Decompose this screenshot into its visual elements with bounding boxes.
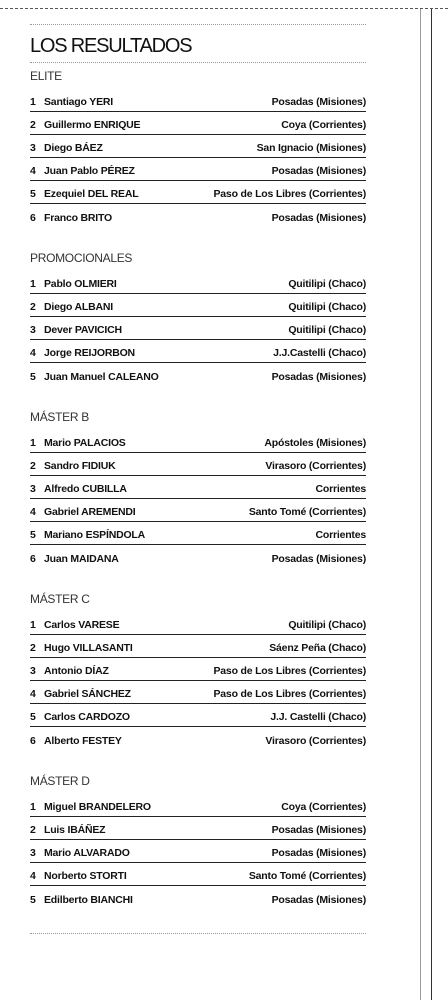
athlete-place: Corrientes	[315, 483, 366, 495]
result-row	[30, 545, 366, 568]
result-left	[30, 847, 130, 859]
result-row	[30, 363, 366, 386]
result-left	[30, 460, 116, 472]
result-position: 3	[30, 483, 36, 495]
athlete-name: Alberto FESTEY	[44, 735, 122, 747]
result-row	[30, 817, 366, 840]
result-left	[30, 371, 159, 383]
result-row	[30, 89, 366, 112]
result-row	[30, 317, 366, 340]
result-left	[30, 665, 109, 677]
result-position: 4	[30, 347, 36, 359]
athlete-name: Juan MAIDANA	[44, 553, 119, 565]
athlete-name: Miguel BRANDELERO	[44, 801, 151, 813]
result-row	[30, 704, 366, 727]
athlete-name: Franco BRITO	[44, 212, 112, 224]
top-dotted-rule	[30, 24, 366, 25]
athlete-name: Guillermo ENRIQUE	[44, 119, 141, 131]
result-position: 3	[30, 142, 36, 154]
result-left	[30, 688, 131, 700]
athlete-place: Coya (Corrientes)	[281, 119, 366, 131]
result-row	[30, 340, 366, 363]
result-position: 4	[30, 165, 36, 177]
result-position: 4	[30, 688, 36, 700]
athlete-name: Carlos VARESE	[44, 619, 120, 631]
result-position: 2	[30, 119, 36, 131]
result-position: 3	[30, 324, 36, 336]
athlete-place: Posadas (Misiones)	[271, 96, 366, 108]
athlete-place: Posadas (Misiones)	[271, 212, 366, 224]
result-position: 2	[30, 824, 36, 836]
result-row	[30, 204, 366, 227]
section-heading: PROMOCIONALES	[30, 251, 133, 265]
result-left	[30, 437, 126, 449]
title-dotted-rule	[30, 62, 366, 63]
athlete-name: Jorge REIJORBON	[44, 347, 135, 359]
athlete-name: Juan Manuel CALEANO	[44, 371, 159, 383]
result-position: 1	[30, 437, 36, 449]
athlete-name: Juan Pablo PÉREZ	[44, 165, 135, 177]
result-row	[30, 635, 366, 658]
athlete-name: Gabriel AREMENDI	[44, 506, 136, 518]
result-position: 4	[30, 506, 36, 518]
result-row	[30, 476, 366, 499]
athlete-name: Diego BÁEZ	[44, 142, 103, 154]
athlete-name: Edilberto BIANCHI	[44, 894, 133, 906]
result-position: 1	[30, 96, 36, 108]
athlete-place: J.J. Castelli (Chaco)	[270, 711, 366, 723]
athlete-place: Posadas (Misiones)	[271, 894, 366, 906]
athlete-place: Posadas (Misiones)	[271, 371, 366, 383]
top-dashed-edge	[0, 0, 448, 9]
athlete-name: Ezequiel DEL REAL	[44, 188, 139, 200]
result-left	[30, 824, 105, 836]
result-position: 4	[30, 870, 36, 882]
result-left	[30, 711, 130, 723]
athlete-place: Quitilipi (Chaco)	[288, 278, 366, 290]
result-left	[30, 347, 135, 359]
athlete-place: Paso de Los Libres (Corrientes)	[213, 188, 366, 200]
athlete-place: Quitilipi (Chaco)	[288, 324, 366, 336]
athlete-name: Mario ALVARADO	[44, 847, 130, 859]
athlete-place: Santo Tomé (Corrientes)	[248, 870, 366, 882]
result-left	[30, 188, 138, 200]
athlete-name: Dever PAVICICH	[44, 324, 122, 336]
athlete-place: Posadas (Misiones)	[271, 824, 366, 836]
result-left	[30, 553, 119, 565]
result-left	[30, 483, 127, 495]
result-left	[30, 212, 112, 224]
result-row	[30, 840, 366, 863]
results-section	[30, 251, 366, 386]
athlete-place: Posadas (Misiones)	[271, 165, 366, 177]
result-row	[30, 135, 366, 158]
result-left	[30, 506, 136, 518]
section-heading: MÁSTER B	[30, 410, 89, 424]
athlete-place: Santo Tomé (Corrientes)	[248, 506, 366, 518]
result-position: 6	[30, 735, 36, 747]
athlete-place: Quitilipi (Chaco)	[288, 301, 366, 313]
results-content	[30, 24, 366, 934]
athlete-name: Mario PALACIOS	[44, 437, 126, 449]
result-position: 5	[30, 371, 36, 383]
section-heading: MÁSTER C	[30, 592, 90, 606]
bottom-dotted-rule	[30, 933, 366, 934]
result-left	[30, 735, 122, 747]
athlete-place: Apóstoles (Misiones)	[264, 437, 366, 449]
result-position: 5	[30, 529, 36, 541]
athlete-name: Pablo OLMIERI	[44, 278, 117, 290]
result-position: 5	[30, 188, 36, 200]
page-title: LOS RESULTADOS	[30, 35, 192, 57]
athlete-name: Diego ALBANI	[44, 301, 113, 313]
result-left	[30, 870, 127, 882]
result-position: 5	[30, 711, 36, 723]
result-row	[30, 886, 366, 909]
result-left	[30, 801, 151, 813]
result-position: 3	[30, 665, 36, 677]
results-page	[0, 9, 420, 1000]
result-left	[30, 529, 145, 541]
result-row	[30, 522, 366, 545]
athlete-place: Paso de Los Libres (Corrientes)	[213, 688, 366, 700]
result-position: 2	[30, 460, 36, 472]
athlete-place: Posadas (Misiones)	[271, 847, 366, 859]
athlete-name: Alfredo CUBILLA	[44, 483, 127, 495]
athlete-name: Hugo VILLASANTI	[44, 642, 133, 654]
athlete-name: Antonio DÍAZ	[44, 665, 109, 677]
result-row	[30, 499, 366, 522]
result-row	[30, 112, 366, 135]
result-left	[30, 894, 133, 906]
result-position: 2	[30, 301, 36, 313]
result-position: 1	[30, 278, 36, 290]
result-row	[30, 794, 366, 817]
result-row	[30, 727, 366, 750]
results-section	[30, 69, 366, 227]
athlete-place: Corrientes	[315, 529, 366, 541]
results-sections	[30, 69, 366, 909]
result-row	[30, 430, 366, 453]
result-position: 6	[30, 553, 36, 565]
result-row	[30, 158, 366, 181]
athlete-place: J.J.Castelli (Chaco)	[273, 347, 366, 359]
athlete-name: Santiago YERI	[44, 96, 113, 108]
result-position: 5	[30, 894, 36, 906]
athlete-place: Virasoro (Corrientes)	[265, 735, 366, 747]
result-left	[30, 165, 135, 177]
athlete-place: Paso de Los Libres (Corrientes)	[213, 665, 366, 677]
athlete-name: Carlos CARDOZO	[44, 711, 130, 723]
section-heading: ELITE	[30, 69, 62, 83]
athlete-name: Sandro FIDIUK	[44, 460, 116, 472]
result-row	[30, 612, 366, 635]
athlete-place: Virasoro (Corrientes)	[265, 460, 366, 472]
athlete-name: Mariano ESPÍNDOLA	[44, 529, 146, 541]
section-heading: MÁSTER D	[30, 774, 90, 788]
result-row	[30, 658, 366, 681]
result-row	[30, 863, 366, 886]
athlete-name: Luis IBÁÑEZ	[44, 824, 106, 836]
result-row	[30, 181, 366, 204]
result-row	[30, 681, 366, 704]
athlete-place: Quitilipi (Chaco)	[288, 619, 366, 631]
result-position: 2	[30, 642, 36, 654]
result-position: 3	[30, 847, 36, 859]
athlete-place: Coya (Corrientes)	[281, 801, 366, 813]
result-position: 1	[30, 801, 36, 813]
athlete-place: San Ignacio (Misiones)	[256, 142, 366, 154]
result-position: 1	[30, 619, 36, 631]
result-left	[30, 142, 103, 154]
result-row	[30, 271, 366, 294]
athlete-place: Sáenz Peña (Chaco)	[269, 642, 366, 654]
result-left	[30, 119, 140, 131]
result-row	[30, 453, 366, 476]
result-left	[30, 324, 122, 336]
result-left	[30, 301, 113, 313]
athlete-name: Gabriel SÁNCHEZ	[44, 688, 131, 700]
results-section	[30, 774, 366, 909]
result-row	[30, 294, 366, 317]
results-section	[30, 410, 366, 568]
result-position: 6	[30, 212, 36, 224]
results-section	[30, 592, 366, 750]
athlete-name: Norberto STORTI	[44, 870, 127, 882]
result-left	[30, 619, 119, 631]
athlete-place: Posadas (Misiones)	[271, 553, 366, 565]
result-left	[30, 278, 117, 290]
result-left	[30, 96, 113, 108]
result-left	[30, 642, 133, 654]
right-page-border	[420, 9, 448, 1000]
